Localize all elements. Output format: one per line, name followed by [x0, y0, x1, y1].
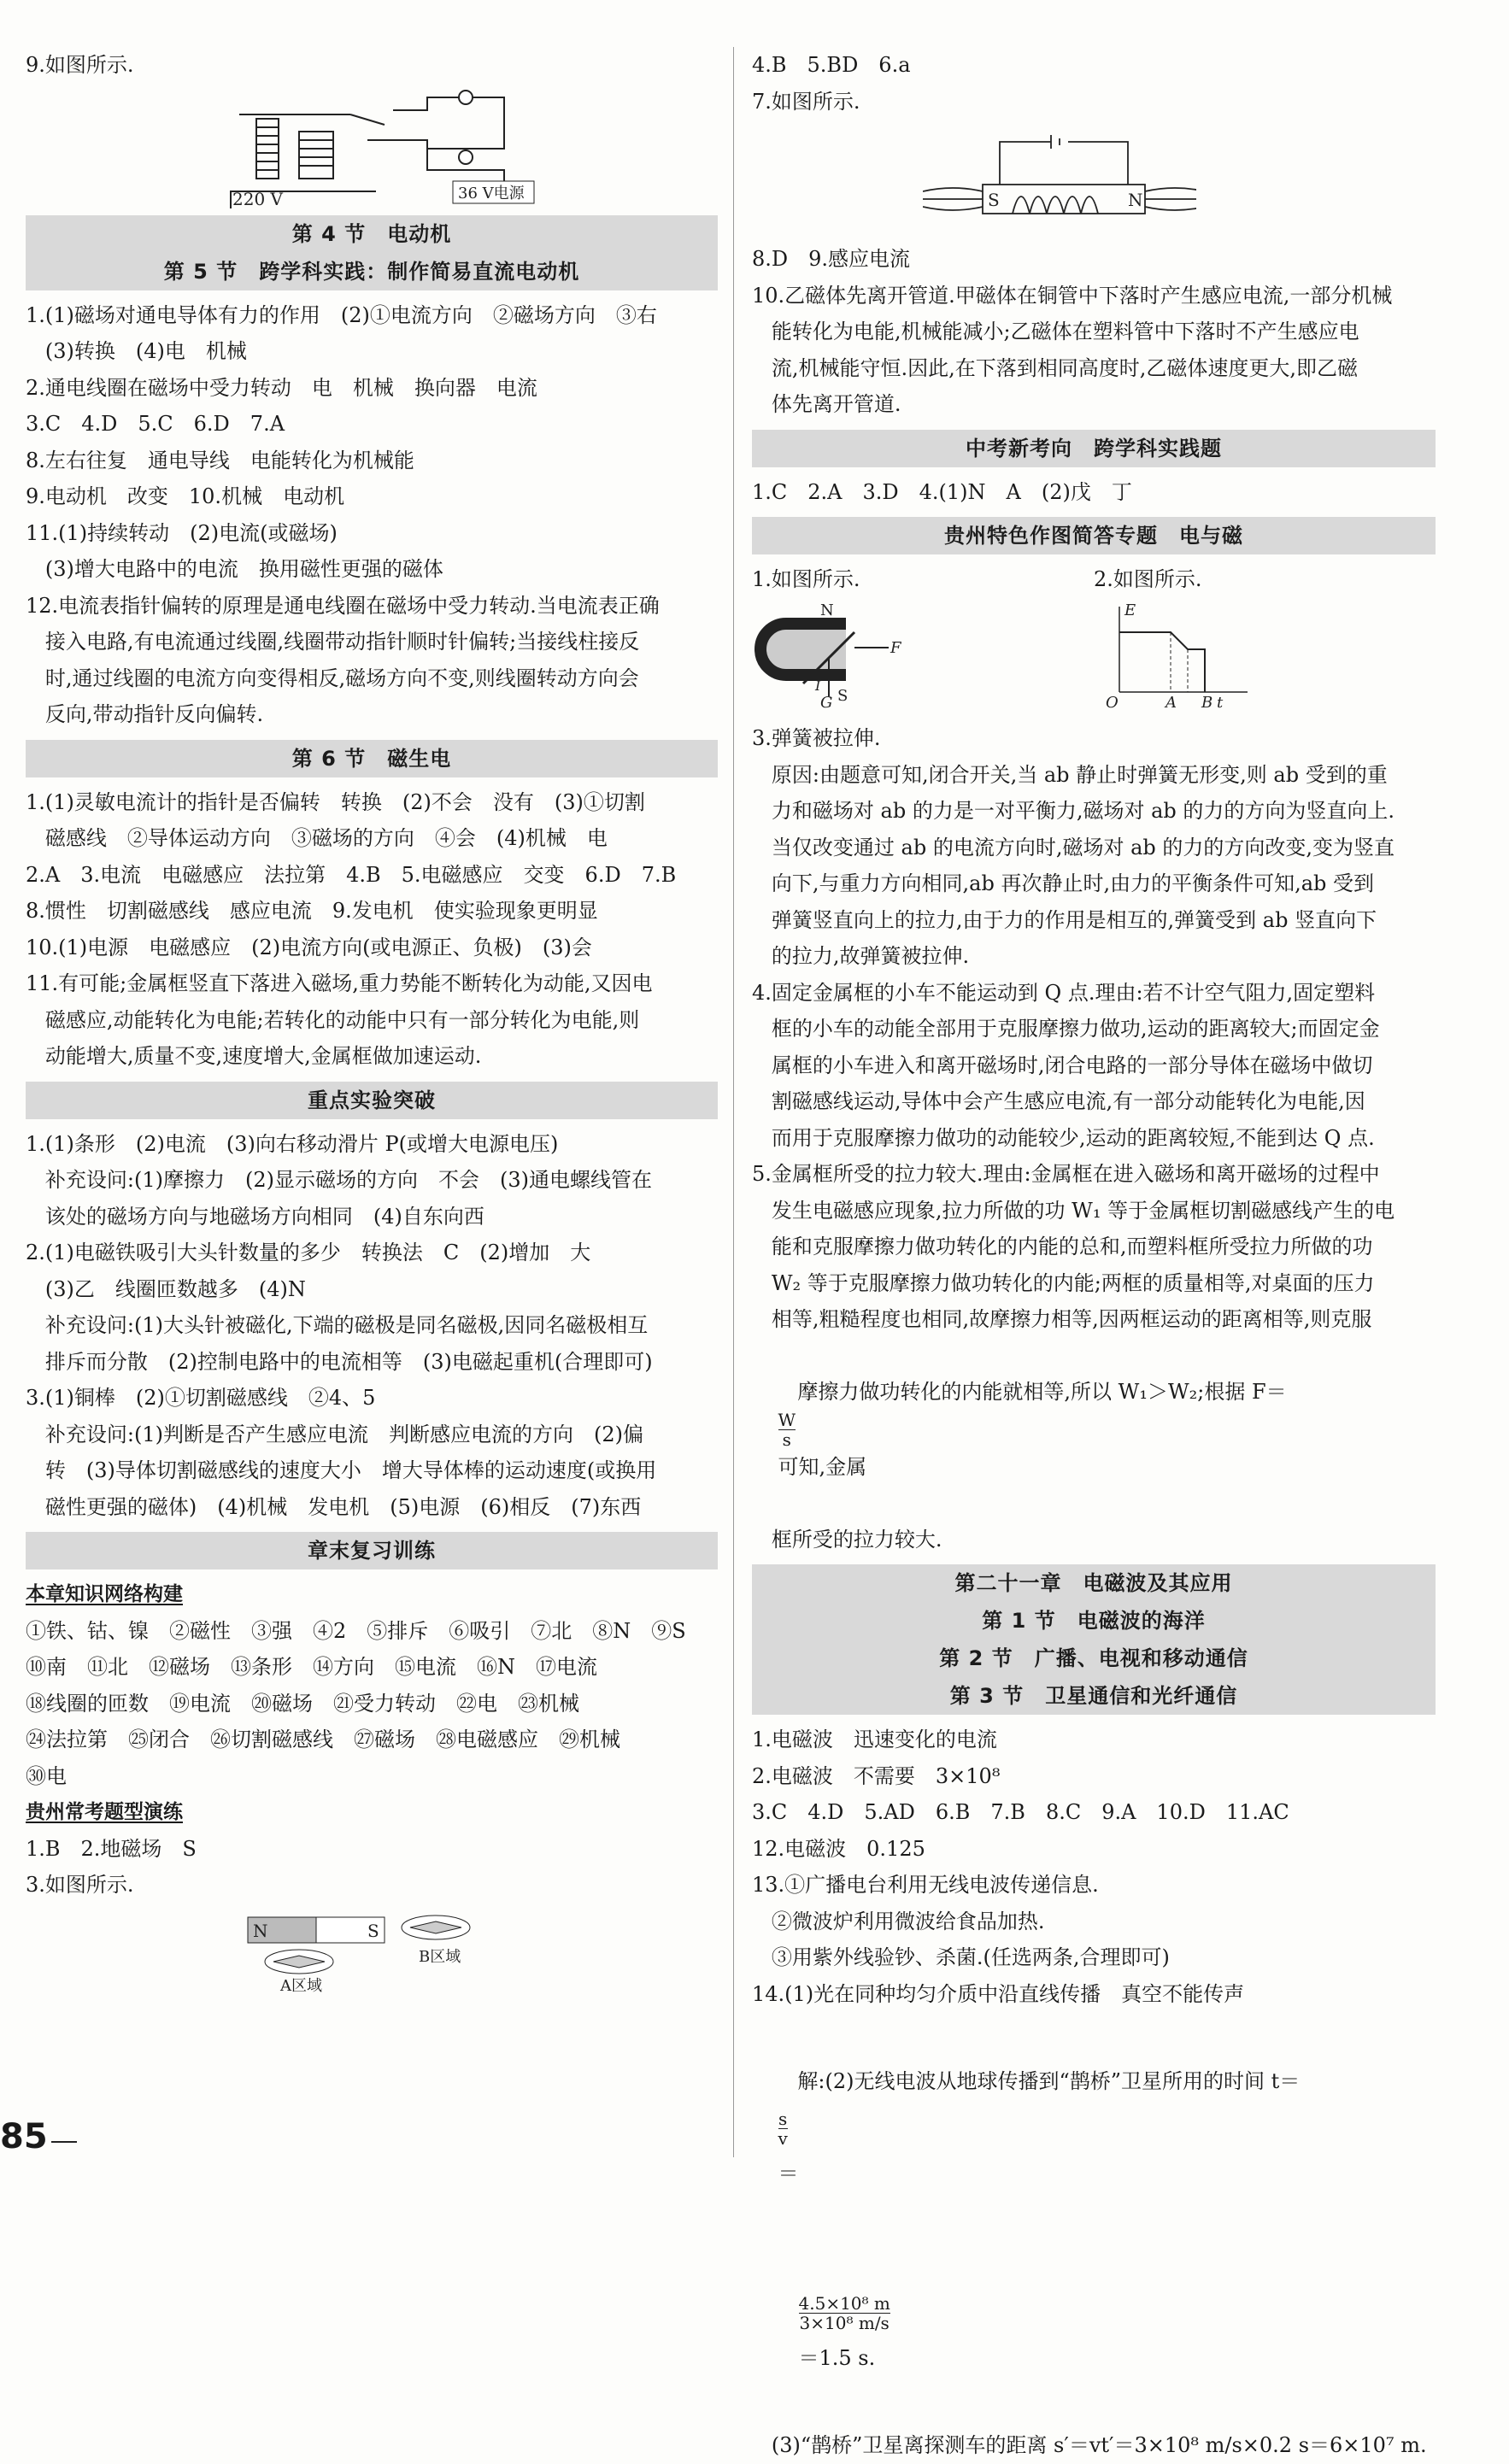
section-title: 第 6 节 磁生电 [291, 746, 452, 771]
section-title: 第 3 节 卫星通信和光纤通信 [949, 1684, 1238, 1708]
knowledge-network-answers [26, 1613, 718, 1795]
answer-line: 2.电磁波 不需要 3×10⁸ [752, 1763, 1001, 1788]
motor-answers [26, 297, 718, 733]
answer-line: ⑱线圈的匝数 ⑲电流 ⑳磁场 ㉑受力转动 ㉒电 ㉓机械 [26, 1691, 579, 1716]
answer-line: 5.金属框所受的拉力较大.理由:金属框在进入磁场和离开磁场的过程中 [752, 1162, 1380, 1186]
answer-line: 13.①广播电台利用无线电波传递信息. [752, 1873, 1099, 1897]
answer-line: 1.(1)条形 (2)电流 (3)向右移动滑片 P(或增大电源电压) [26, 1131, 559, 1156]
solenoid-figure [923, 125, 1196, 236]
answer-line: 排斥而分散 (2)控制电路中的电流相等 (3)电磁起重机(合理即可) [26, 1349, 653, 1374]
section-header-review [26, 1532, 718, 1569]
frac-denominator: v [778, 2128, 788, 2149]
answer-line: 10.(1)电源 电磁感应 (2)电流方向(或电源正、负极) (3)会 [26, 935, 592, 959]
answer-line: 弹簧竖直向上的拉力,由于力的作用是相互的,弹簧受到 ab 竖直向下 [752, 907, 1377, 932]
q9-caption: 9.如图所示. [26, 53, 134, 77]
fig1-g-label: G [820, 693, 833, 709]
answer-line: 当仅改变通过 ab 的电流方向时,磁场对 ab 的力的方向改变,变为竖直 [752, 835, 1395, 859]
answer-line: 3.C 4.D 5.C 6.D 7.A [26, 412, 285, 436]
fig3-s-label: S [367, 1920, 379, 1941]
equals-sign: ＝ [778, 2162, 799, 2185]
answer-line: 1.C 2.A 3.D 4.(1)N A (2)戊 丁 [752, 479, 1132, 504]
answer-line: 磁感应,动能转化为电能;若转化的动能中只有一部分转化为电能,则 [26, 1007, 640, 1032]
induction-answers [26, 784, 718, 1075]
fig2-e-label: E [1124, 601, 1136, 619]
answer-line: 流,机械能守恒.因此,在下落到相同高度时,乙磁体速度更大,即乙磁 [752, 355, 1359, 380]
answer-line: (3)乙 线圈匝数越多 (4)N [26, 1276, 306, 1301]
answer-line: 7.如图所示. [752, 89, 860, 114]
fraction-line [752, 1338, 1436, 1522]
answer-line: 11.(1)持续转动 (2)电流(或磁场) [26, 520, 338, 545]
frac-line-pre: 摩擦力做功转化的内能就相等,所以 W₁＞W₂;根据 F＝ [778, 1380, 1287, 1404]
column-divider [733, 47, 734, 2157]
left-column [26, 47, 718, 1999]
answer-line: 时,通过线圈的电流方向变得相反,磁场方向不变,则线圈转动方向会 [26, 666, 639, 690]
answer-line: ⑩南 ⑪北 ⑫磁场 ⑬条形 ⑭方向 ⑮电流 ⑯N ⑰电流 [26, 1655, 597, 1679]
subheading-knowledge-network: 本章知识网络构建 [26, 1583, 183, 1605]
page-number-rule [51, 2141, 77, 2143]
section-title: 第 1 节 电磁波的海洋 [982, 1609, 1206, 1633]
q14-solution-line [752, 2012, 1436, 2243]
section-title: 贵州特色作图简答专题 电与磁 [944, 524, 1243, 548]
q14-sol-pre: 解:(2)无线电波从地球传播到“鹊桥”卫星所用的时间 t＝ [778, 2069, 1301, 2093]
fig-caption: 2.如图所示. [1094, 567, 1202, 591]
drawing-fig-1 [752, 561, 1060, 720]
relay-circuit-figure [222, 89, 581, 208]
section-header-motor [26, 215, 718, 290]
answer-line: ㉚电 [26, 1763, 67, 1788]
answer-line: 4.固定金属框的小车不能运动到 Q 点.理由:若不计空气阻力,固定塑料 [752, 980, 1376, 1005]
answer-line: 磁感线 ②导体运动方向 ③磁场的方向 ④会 (4)机械 电 [26, 826, 608, 850]
answer-line: 能和克服摩擦力做功转化的内能的总和,而塑料框所受拉力所做的功 [752, 1235, 1373, 1258]
answer-line: 8.惯性 切割磁感线 感应电流 9.发电机 使实验现象更明显 [26, 899, 598, 923]
answer-line: 相等,粗糙程度也相同,故摩擦力相等,因两框运动的距离相等,则克服 [752, 1307, 1372, 1331]
fig2-t-label: t [1217, 693, 1224, 709]
answer-line: 3.C 4.D 5.AD 6.B 7.B 8.C 9.A 10.D 11.AC [752, 1800, 1289, 1824]
fig2-a-label: A [1166, 693, 1177, 709]
drawing-answers [752, 720, 1436, 1338]
s-over-v-fraction [778, 2109, 788, 2148]
drawing-fig-2 [1094, 561, 1401, 720]
section-header-guizhou-drawing [752, 517, 1436, 554]
chapter-21-answers [752, 1722, 1436, 2012]
fig3-b-area-label: B区域 [419, 1947, 461, 1966]
answer-line: ㉔法拉第 ㉕闭合 ㉖切割磁感线 ㉗磁场 ㉘电磁感应 ㉙机械 [26, 1728, 620, 1751]
answer-line: 动能增大,质量不变,速度增大,金属框做加速运动. [26, 1044, 482, 1068]
answer-line: 11.有可能;金属框竖直下落进入磁场,重力势能不断转化为动能,又因电 [26, 971, 653, 995]
answer-line: (3)“鹊桥”卫星离探测车的距离 s′＝vt′＝3×10⁸ m/s×0.2 s＝6×10⁷ m. [752, 2433, 1427, 2457]
right-mid-answers [752, 241, 1436, 423]
answer-line: 补充设问:(1)大头针被磁化,下端的磁极是同名磁极,因同名磁极相互 [26, 1313, 649, 1337]
answer-line: 1.(1)灵敏电流计的指针是否偏转 转换 (2)不会 没有 (3)①切割 [26, 789, 645, 814]
answer-line: 3.弹簧被拉伸. [752, 726, 881, 750]
answer-line: 8.左右往复 通电导线 电能转化为机械能 [26, 448, 414, 472]
answer-line: (3)转换 (4)电 机械 [26, 339, 247, 363]
fig9-220v-label: 220 V [232, 188, 283, 208]
fig-caption: 1.如图所示. [752, 567, 860, 591]
answer-line: 属框的小车进入和离开磁场时,闭合电路的一部分导体在磁场中做切 [752, 1053, 1373, 1077]
answer-line: 12.电流表指针偏转的原理是通电线圈在磁场中受力转动.当电流表正确 [26, 593, 660, 618]
drawing-figures-row [752, 561, 1436, 720]
right-top-answers [752, 47, 1436, 120]
answer-line: 1.(1)磁场对通电导体有力的作用 (2)①电流方向 ②磁场方向 ③右 [26, 302, 657, 327]
answer-line: 框的小车的动能全部用于克服摩擦力做功,运动的距离较大;而固定金 [752, 1017, 1380, 1041]
answer-line: 发生电磁感应现象,拉力所做的功 W₁ 等于金属框切割磁感线产生的电 [752, 1198, 1395, 1223]
right-column [752, 47, 1436, 2464]
frac-denominator: s [782, 1429, 791, 1450]
frac-numerator: s [778, 2109, 788, 2129]
q14-result: ＝1.5 s. [798, 2346, 876, 2370]
answer-line: 体先离开管道. [752, 392, 901, 416]
frac-numerator: 4.5×10⁸ m [798, 2293, 890, 2314]
answer-line: 能转化为电能,机械能减小;乙磁体在塑料管中下落时不产生感应电 [752, 320, 1359, 343]
subheading-guizhou-practice: 贵州常考题型演练 [26, 1801, 183, 1823]
answer-line: 2.通电线圈在磁场中受力转动 电 机械 换向器 电流 [26, 375, 537, 400]
section-header-chapter-21 [752, 1564, 1436, 1715]
answer-line: 1.电磁波 迅速变化的电流 [752, 1728, 997, 1751]
answer-line: 割磁感线运动,导体中会产生感应电流,有一部分动能转化为电能,因 [752, 1089, 1365, 1113]
answer-line: 框所受的拉力较大. [752, 1527, 942, 1552]
answer-line: 反向,带动指针反向偏转. [26, 702, 264, 726]
answer-line: 该处的磁场方向与地磁场方向相同 (4)自东向西 [26, 1204, 484, 1229]
section-header-experiments [26, 1082, 718, 1119]
answer-line: 磁性更强的磁体) (4)机械 发电机 (5)电源 (6)相反 (7)东西 [26, 1494, 642, 1519]
answer-line: 原因:由题意可知,闭合开关,当 ab 静止时弹簧无形变,则 ab 受到的重 [752, 762, 1388, 787]
fig1-s-label: S [837, 686, 848, 705]
new-trend-answers [752, 474, 1436, 511]
section-title: 章末复习训练 [308, 1539, 436, 1563]
answer-line: 补充设问:(1)判断是否产生感应电流 判断感应电流的方向 (2)偏 [26, 1422, 643, 1446]
frac-line-post: 可知,金属 [778, 1454, 867, 1479]
section-header-induction [26, 740, 718, 777]
answer-line: 4.B 5.BD 6.a [752, 53, 911, 77]
fig2-o-label: O [1106, 693, 1119, 709]
answer-line: (3)增大电路中的电流 换用磁性更强的磁体 [26, 557, 443, 581]
fig9-36v-label: 36 V电源 [458, 184, 525, 202]
section-title: 中考新考向 跨学科实践题 [966, 436, 1222, 461]
fig2-b-label: B [1201, 693, 1213, 709]
answer-line: 14.(1)光在同种均匀介质中沿直线传播 真空不能传声 [752, 1981, 1245, 2006]
page-number: 85 [0, 2117, 48, 2156]
answer-line: 2.(1)电磁铁吸引大头针数量的多少 转换法 C (2)增加 大 [26, 1241, 591, 1264]
fig7-n-label: N [1128, 190, 1143, 210]
answer-line: 8.D 9.感应电流 [752, 247, 911, 271]
fig7-s-label: S [988, 190, 1000, 210]
answer-line: ②微波炉利用微波给食品加热. [752, 1909, 1045, 1933]
answer-line: 3.如图所示. [26, 1873, 134, 1897]
magnet-compass-figure [239, 1909, 496, 1994]
frac-numerator: W [778, 1409, 796, 1430]
section-title: 重点实验突破 [308, 1088, 436, 1112]
answer-line: 3.(1)铜棒 (2)①切割磁感线 ②4、5 [26, 1386, 376, 1410]
guizhou-practice-answers [26, 1831, 718, 1904]
section-title: 第二十一章 电磁波及其应用 [954, 1571, 1233, 1595]
fig1-f-label: F [890, 638, 901, 657]
answer-line: W₂ 等于克服摩擦力做功转化的内能;两框的质量相等,对桌面的压力 [752, 1270, 1375, 1295]
answer-line: 而用于克服摩擦力做功的动能较少,运动的距离较短,不能到达 Q 点. [752, 1125, 1375, 1150]
answer-line: ①铁、钴、镍 ②磁性 ③强 ④2 ⑤排斥 ⑥吸引 ⑦北 ⑧N ⑨S [26, 1618, 686, 1643]
section-header-new-trends [752, 430, 1436, 467]
answer-line: 补充设问:(1)摩擦力 (2)显示磁场的方向 不会 (3)通电螺线管在 [26, 1168, 652, 1192]
answer-line: ③用紫外线验钞、杀菌.(任选两条,合理即可) [752, 1945, 1170, 1969]
answer-line: 力和磁场对 ab 的力是一对平衡力,磁场对 ab 的力的方向为竖直向上. [752, 799, 1395, 823]
experiment-answers [26, 1126, 718, 1526]
answer-line: 2.A 3.电流 电磁感应 法拉第 4.B 5.电磁感应 交变 6.D 7.B [26, 862, 677, 887]
u-magnet-figure [752, 598, 923, 709]
fig1-n-label: N [820, 601, 834, 619]
answer-line: 10.乙磁体先离开管道.甲磁体在铜管中下落时产生感应电流,一部分机械 [752, 283, 1393, 308]
distance-over-speed-fraction [799, 2294, 890, 2332]
fig3-a-area-label: A区域 [280, 1976, 322, 1994]
answer-line: 1.B 2.地磁场 S [26, 1836, 197, 1861]
answer-line: 的拉力,故弹簧被拉伸. [752, 944, 970, 968]
fig1-i-label: I [815, 677, 821, 694]
section-title: 第 2 节 广播、电视和移动通信 [939, 1646, 1248, 1670]
section-title: 第 5 节 跨学科实践：制作简易直流电动机 [163, 259, 580, 284]
section-title: 第 4 节 电动机 [291, 221, 452, 246]
answer-line: 转 (3)导体切割磁感线的速度大小 增大导体棒的运动速度(或换用 [26, 1458, 657, 1482]
answer-line: 9.电动机 改变 10.机械 电动机 [26, 484, 345, 508]
w-over-s-fraction [778, 1411, 796, 1449]
energy-time-graph [1094, 598, 1265, 709]
answer-line: 向下,与重力方向相同,ab 再次静止时,由力的平衡条件可知,ab 受到 [752, 871, 1375, 895]
frac-denominator: 3×10⁸ m/s [799, 2313, 890, 2333]
answer-line: 12.电磁波 0.125 [752, 1836, 925, 1861]
answer-line: 接入电路,有电流通过线圈,线圈带动指针顺时针偏转;当接线柱接反 [26, 630, 640, 654]
q14-result-line [752, 2243, 1436, 2427]
fig3-n-label: N [253, 1920, 268, 1941]
